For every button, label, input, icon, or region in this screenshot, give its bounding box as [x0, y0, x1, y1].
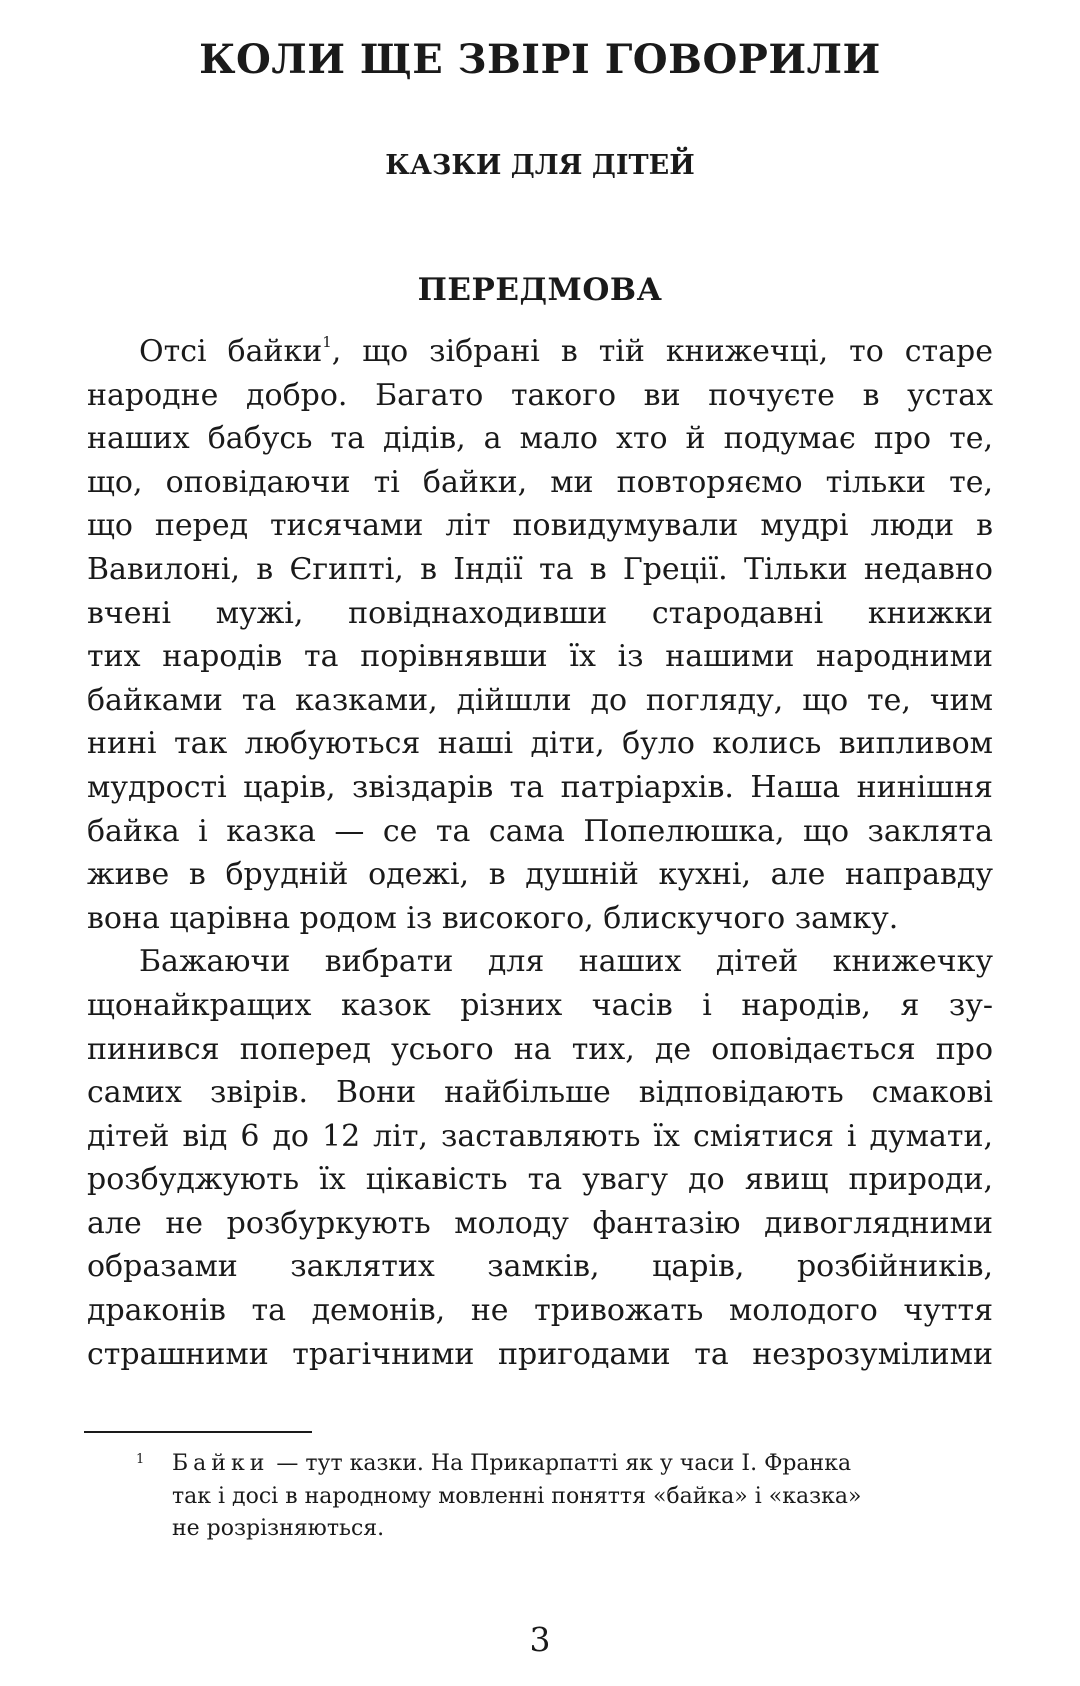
- text-line: Отсі байки$^1$, що зібрані в тій книжечці, то старе: [139, 333, 993, 369]
- text-line: що, оповідаючи ті байки, ми повторяємо тільки те,: [87, 464, 993, 500]
- paragraph-2: [87, 940, 993, 1376]
- text-line: вона царівна родом із високого, блискучого замку.: [87, 900, 899, 936]
- text-line: байками та казками, дійшли до погляду, що те, чим: [87, 682, 993, 718]
- text-line: страшними трагічними пригодами та незрозумілими: [87, 1336, 993, 1372]
- text-line: Бажаючи вибрати для наших дітей книжечку: [139, 944, 993, 980]
- text-line: але не розбуркують молоду фантазію дивоглядними: [87, 1205, 993, 1241]
- text-line: пинився поперед усього на тих, де оповідається про: [87, 1031, 993, 1067]
- footnote-line: не розрізняються.: [172, 1516, 385, 1541]
- body-text: [87, 330, 993, 1376]
- text-line: живе в брудній одежі, в душній кухні, але направду: [87, 857, 993, 893]
- book-subtitle: КАЗКИ ДЛЯ ДІТЕЙ: [385, 150, 695, 181]
- text-line: вчені мужі, повіднаходивши стародавні книжки: [87, 595, 993, 631]
- text-line: розбуджують їх цікавість та увагу до явищ природи,: [87, 1162, 993, 1198]
- text-line: нині так любуються наші діти, було колись випливом: [87, 726, 993, 762]
- text-line: Вавилоні, в Єгипті, в Індії та в Греції. Тільки недавно: [87, 551, 993, 587]
- text-line: байка і казка — се та сама Попелюшка, що заклята: [87, 813, 993, 849]
- page-number: 3: [529, 1620, 551, 1659]
- book-title: КОЛИ ЩЕ ЗВІРІ ГОВОРИЛИ: [199, 36, 881, 83]
- text-line: самих звірів. Вони найбільше відповідають смакові: [87, 1075, 993, 1111]
- text-line: що перед тисячами літ повидумували мудрі люди в: [87, 508, 993, 544]
- footnote-line: Байки — тут казки. На Прикарпатті як у часи І. Франка: [172, 1451, 852, 1476]
- footnote-divider: [84, 1431, 312, 1433]
- footnote-number: 1: [136, 1452, 145, 1467]
- footnote: [136, 1448, 975, 1546]
- text-line: дітей від 6 до 12 літ, заставляють їх сміятися і думати,: [87, 1118, 993, 1154]
- paragraph-1: [87, 330, 993, 940]
- text-line: народне добро. Багато такого ви почуєте в устах: [87, 377, 993, 413]
- text-line: мудрості царів, звіздарів та патріархів. Наша нинішня: [87, 769, 993, 805]
- footnote-line: так і досі в народному мовленні поняття «байка» і «казка»: [172, 1483, 862, 1509]
- footnote-term: Байки: [172, 1451, 270, 1476]
- text-line: образами заклятих замків, царів, розбійників,: [87, 1249, 993, 1285]
- text-line: наших бабусь та дідів, а мало хто й подумає про те,: [87, 421, 993, 457]
- text-line: драконів та демонів, не тривожать молодого чуття: [87, 1293, 993, 1329]
- section-heading: ПЕРЕДМОВА: [417, 272, 663, 308]
- footnote-marker: 1: [322, 333, 332, 351]
- text-line: тих народів та порівнявши їх із нашими народними: [87, 639, 993, 675]
- text-line: щонайкращих казок різних часів і народів, я зу-: [87, 987, 993, 1023]
